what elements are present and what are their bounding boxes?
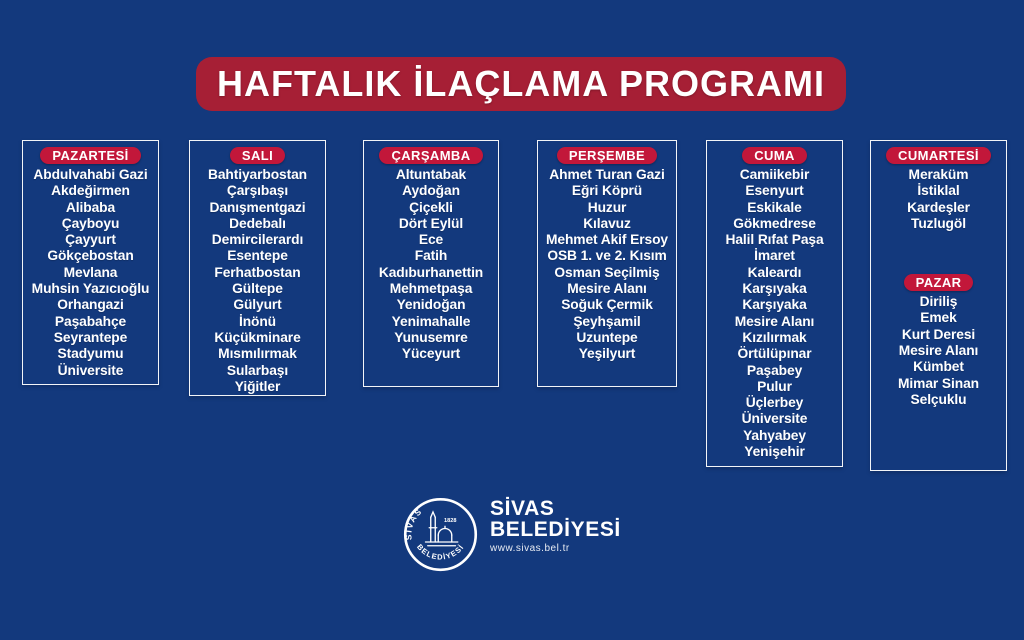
district-item: Danışmentgazi [209, 199, 306, 215]
district-item: Kümbet [913, 359, 964, 375]
district-item: Paşabahçe [54, 313, 127, 329]
district-item: Paşabey [746, 362, 803, 378]
district-item: Yenimahalle [391, 313, 471, 329]
district-item: Meraküm [908, 167, 969, 182]
district-item: Mehmetpaşa [389, 281, 473, 297]
day-badge-cuma: CUMA [742, 147, 807, 164]
district-item: Sularbaşı [226, 362, 289, 378]
district-item: Kızılırmak [742, 329, 807, 345]
district-item: Orhangazi [57, 297, 124, 313]
district-item: Tuzlugöl [911, 215, 966, 231]
day-column-cumartesi-pazar [870, 140, 1007, 471]
district-item: Karşıyaka [742, 281, 807, 297]
district-item: Dedebalı [229, 215, 286, 231]
org-name-block [490, 499, 621, 554]
page-title-text: HAFTALIK İLAÇLAMA PROGRAMI [217, 63, 825, 104]
seal-ring [405, 499, 476, 570]
district-item: Gültepe [232, 281, 283, 297]
district-item: Mehmet Akif Ersoy [546, 232, 668, 248]
district-item: Yiğitler [234, 378, 281, 394]
district-item: Akdeğirmen [51, 183, 130, 199]
district-item: İstiklal [917, 183, 960, 199]
district-item: Ece [418, 232, 444, 248]
district-item: Altuntabak [395, 167, 467, 182]
district-item: Mesire Alanı [567, 281, 647, 297]
district-item: Çarşıbaşı [226, 183, 289, 199]
district-item: Ahmet Turan Gazi [549, 167, 665, 182]
district-list-sali [190, 167, 325, 395]
district-item: İmaret [754, 248, 795, 264]
district-item: Stadyumu [57, 346, 124, 362]
website-url: www.sivas.bel.tr [490, 543, 570, 554]
district-item: Eskikale [747, 199, 802, 215]
district-item: Bahtiyarbostan [207, 167, 308, 182]
day-badge-persembe: PERŞEMBE [557, 147, 657, 164]
district-list-carsamba [364, 167, 498, 363]
seal-arc-text-left: SİVAS [404, 506, 425, 541]
district-item: Demircilerardı [211, 232, 304, 248]
district-item: Gökçebostan [47, 248, 134, 264]
district-item: Çayyurt [65, 232, 116, 248]
day-badge-sali: SALI [230, 147, 285, 164]
district-item: Kaleardı [747, 264, 802, 280]
district-item: Mısmılırmak [218, 346, 297, 362]
district-item: Yunusemre [394, 329, 468, 345]
day-section-sali [190, 147, 325, 395]
day-column-cuma [706, 140, 843, 467]
svg-text:SİVAS [403, 507, 424, 541]
district-list-pazar [871, 294, 1006, 408]
district-item: Seyrantepe [53, 329, 128, 345]
seal-arc-text-bottom: BELEDİYESİ [415, 542, 466, 562]
district-item: Halil Rıfat Paşa [725, 232, 824, 248]
day-badge-pazar: PAZAR [904, 274, 974, 291]
svg-text:BELEDİYESİ [415, 542, 466, 561]
day-section-persembe [538, 147, 676, 363]
district-item: Muhsin Yazıcıoğlu [31, 281, 150, 297]
org-name-line1: SİVAS [490, 497, 555, 520]
district-item: Yenişehir [744, 444, 805, 460]
day-column-carsamba [363, 140, 499, 387]
day-section-pazar [871, 274, 1006, 408]
district-item: Diriliş [919, 294, 958, 310]
district-list-pazartesi [23, 167, 158, 379]
district-item: Çayboyu [61, 215, 120, 231]
district-item: Mevlana [63, 264, 118, 280]
district-item: Kardeşler [907, 199, 970, 215]
day-column-persembe [537, 140, 677, 387]
district-item: Ferhatbostan [214, 264, 301, 280]
district-item: Kurt Deresi [901, 326, 976, 342]
day-badge-pazartesi: PAZARTESİ [40, 147, 140, 164]
district-item: Huzur [587, 199, 627, 215]
district-list-cuma [707, 167, 842, 460]
day-column-pazartesi [22, 140, 159, 385]
district-item: Pulur [757, 378, 792, 394]
district-item: Mesire Alanı [898, 343, 979, 359]
district-item: Eğri Köprü [571, 183, 643, 199]
district-item: Yüceyurt [401, 346, 461, 362]
district-item: Esenyurt [745, 183, 804, 199]
district-item: Çiçekli [409, 199, 453, 215]
district-item: Yahyabey [743, 427, 806, 443]
district-item: Fatih [414, 248, 448, 264]
district-item: Osman Seçilmiş [554, 264, 660, 280]
district-item: Dört Eylül [398, 215, 464, 231]
day-section-cuma [707, 147, 842, 460]
district-item: Üçlerbey [745, 395, 804, 411]
district-item: OSB 1. ve 2. Kısım [547, 248, 667, 264]
day-section-pazartesi [23, 147, 158, 379]
district-item: Kadıburhanettin [378, 264, 484, 280]
district-item: Örtülüpınar [737, 346, 812, 362]
sivas-municipality-seal-logo [403, 497, 478, 572]
seal-year: 1828 [444, 517, 457, 524]
day-section-cumartesi [871, 147, 1006, 232]
district-item: Gülyurt [233, 297, 282, 313]
district-item: Abdulvahabi Gazi [33, 167, 148, 182]
district-item: Emek [920, 310, 957, 326]
district-item: Üniversite [741, 411, 808, 427]
district-item: Yenidoğan [396, 297, 466, 313]
district-list-persembe [538, 167, 676, 363]
day-section-carsamba [364, 147, 498, 363]
day-column-sali [189, 140, 326, 396]
district-item: Şeyhşamil [573, 313, 641, 329]
district-item: Camiikebir [739, 167, 810, 182]
day-badge-carsamba: ÇARŞAMBA [379, 147, 482, 164]
district-item: Yeşilyurt [578, 346, 636, 362]
district-item: Mesire Alanı [734, 313, 815, 329]
district-item: İnönü [238, 313, 277, 329]
district-item: Soğuk Çermik [561, 297, 653, 313]
district-item: Küçükminare [214, 329, 301, 345]
org-name-line2: BELEDİYESİ [490, 517, 621, 541]
district-item: Üniversite [57, 362, 124, 378]
district-item: Selçuklu [910, 391, 967, 407]
page-title [196, 57, 846, 111]
district-item: Uzuntepe [576, 329, 638, 345]
district-item: Mimar Sinan [898, 375, 979, 391]
district-item: Gökmedrese [733, 215, 816, 231]
district-item: Kılavuz [583, 215, 631, 231]
mosque-illustration-icon [426, 512, 458, 546]
district-item: Karşıyaka [742, 297, 807, 313]
district-item: Alibaba [65, 199, 116, 215]
district-item: Aydoğan [402, 183, 460, 199]
district-list-cumartesi [871, 167, 1006, 232]
district-item: Esentepe [227, 248, 288, 264]
day-badge-cumartesi: CUMARTESİ [886, 147, 991, 164]
